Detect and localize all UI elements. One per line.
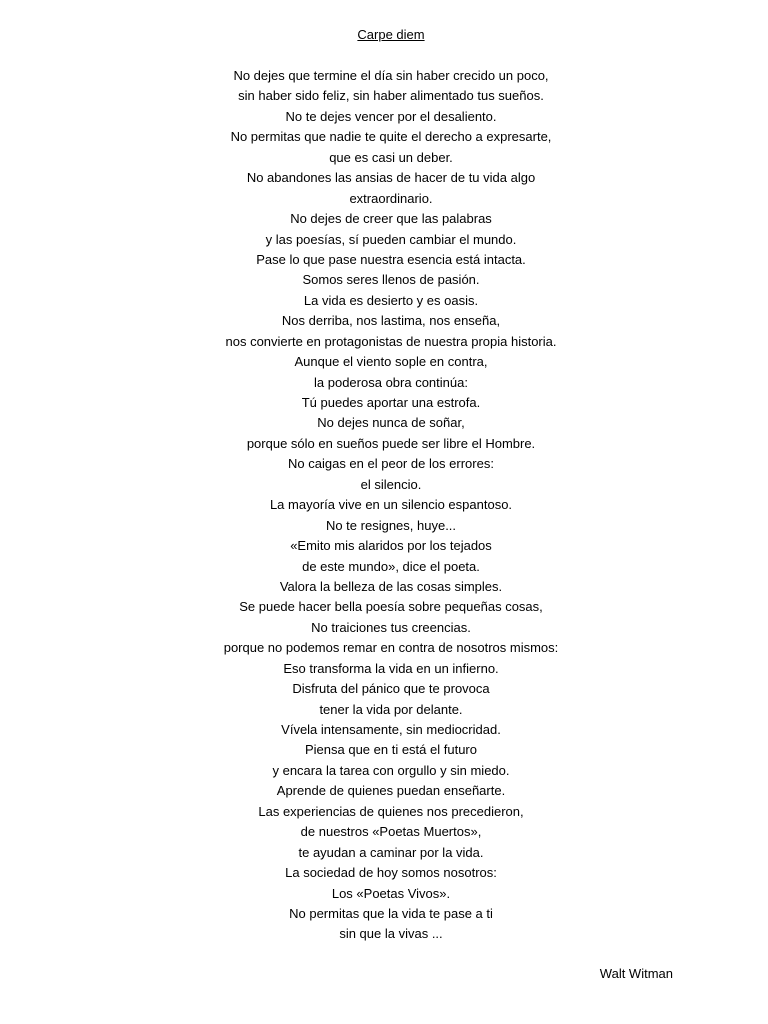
poem-line: No permitas que la vida te pase a ti: [289, 905, 493, 921]
poem-line: Las experiencias de quienes nos precedieron,: [258, 803, 524, 819]
poem-line: Pase lo que pase nuestra esencia está intacta.: [256, 251, 526, 267]
poem-body: [0, 66, 768, 945]
poem-line: porque no podemos remar en contra de nosotros mismos:: [223, 640, 559, 656]
poem-line: nos convierte en protagonistas de nuestra propia historia.: [225, 333, 557, 349]
author-signature: Walt Witman: [599, 966, 673, 981]
poem-line: Eso transforma la vida en un infierno.: [283, 660, 499, 676]
poem-line: que es casi un deber.: [329, 149, 453, 165]
poem-line: y encara la tarea con orgullo y sin miedo.: [272, 762, 510, 778]
poem-line: No abandones las ansias de hacer de tu vida algo: [246, 170, 536, 186]
poem-line: Valora la belleza de las cosas simples.: [279, 578, 503, 594]
poem-line: la poderosa obra continúa:: [314, 374, 468, 390]
poem-line: y las poesías, sí pueden cambiar el mundo.: [265, 231, 517, 247]
poem-line: «Emito mis alaridos por los tejados: [290, 538, 492, 554]
poem-line: La vida es desierto y es oasis.: [303, 292, 479, 308]
poem-line: sin haber sido feliz, sin haber alimentado tus sueños.: [238, 88, 544, 104]
poem-line: No traiciones tus creencias.: [311, 619, 471, 635]
poem-line: porque sólo en sueños puede ser libre el Hombre.: [246, 435, 536, 451]
poem-line: te ayudan a caminar por la vida.: [298, 844, 484, 860]
poem-line: Piensa que en ti está el futuro: [304, 742, 477, 758]
poem-line: Nos derriba, nos lastima, nos enseña,: [281, 313, 501, 329]
poem-line: Somos seres llenos de pasión.: [302, 272, 480, 288]
poem-line: Aprende de quienes puedan enseñarte.: [276, 783, 506, 799]
poem-line: extraordinario.: [349, 190, 433, 206]
poem-line: Se puede hacer bella poesía sobre pequeñas cosas,: [239, 599, 543, 615]
poem-line: el silencio.: [360, 476, 422, 492]
poem-line: No dejes de creer que las palabras: [290, 211, 492, 227]
poem-line: No caigas en el peor de los errores:: [288, 456, 494, 472]
poem-line: No permitas que nadie te quite el derecho a expresarte,: [230, 129, 552, 145]
poem-line: sin que la vivas ...: [339, 926, 443, 942]
poem-line: Los «Poetas Vivos».: [331, 885, 451, 901]
poem-line: La mayoría vive en un silencio espantoso.: [269, 497, 513, 513]
poem-line: La sociedad de hoy somos nosotros:: [285, 865, 497, 881]
poem-title: Carpe diem: [357, 27, 425, 42]
poem-line: No dejes nunca de soñar,: [317, 415, 465, 431]
poem-line: de este mundo», dice el poeta.: [302, 558, 480, 574]
poem-line: No dejes que termine el día sin haber crecido un poco,: [233, 68, 549, 83]
poem-line: No te dejes vencer por el desaliento.: [285, 108, 497, 124]
poem-line: tener la vida por delante.: [319, 701, 463, 717]
poem-line: Aunque el viento sople en contra,: [294, 354, 488, 370]
poem-line: Disfruta del pánico que te provoca: [292, 681, 490, 697]
poem-line: No te resignes, huye...: [325, 517, 457, 533]
poem-line: Vívela intensamente, sin mediocridad.: [281, 722, 501, 737]
poem-line: de nuestros «Poetas Muertos»,: [300, 824, 482, 840]
poem-line: Tú puedes aportar una estrofa.: [301, 395, 481, 410]
